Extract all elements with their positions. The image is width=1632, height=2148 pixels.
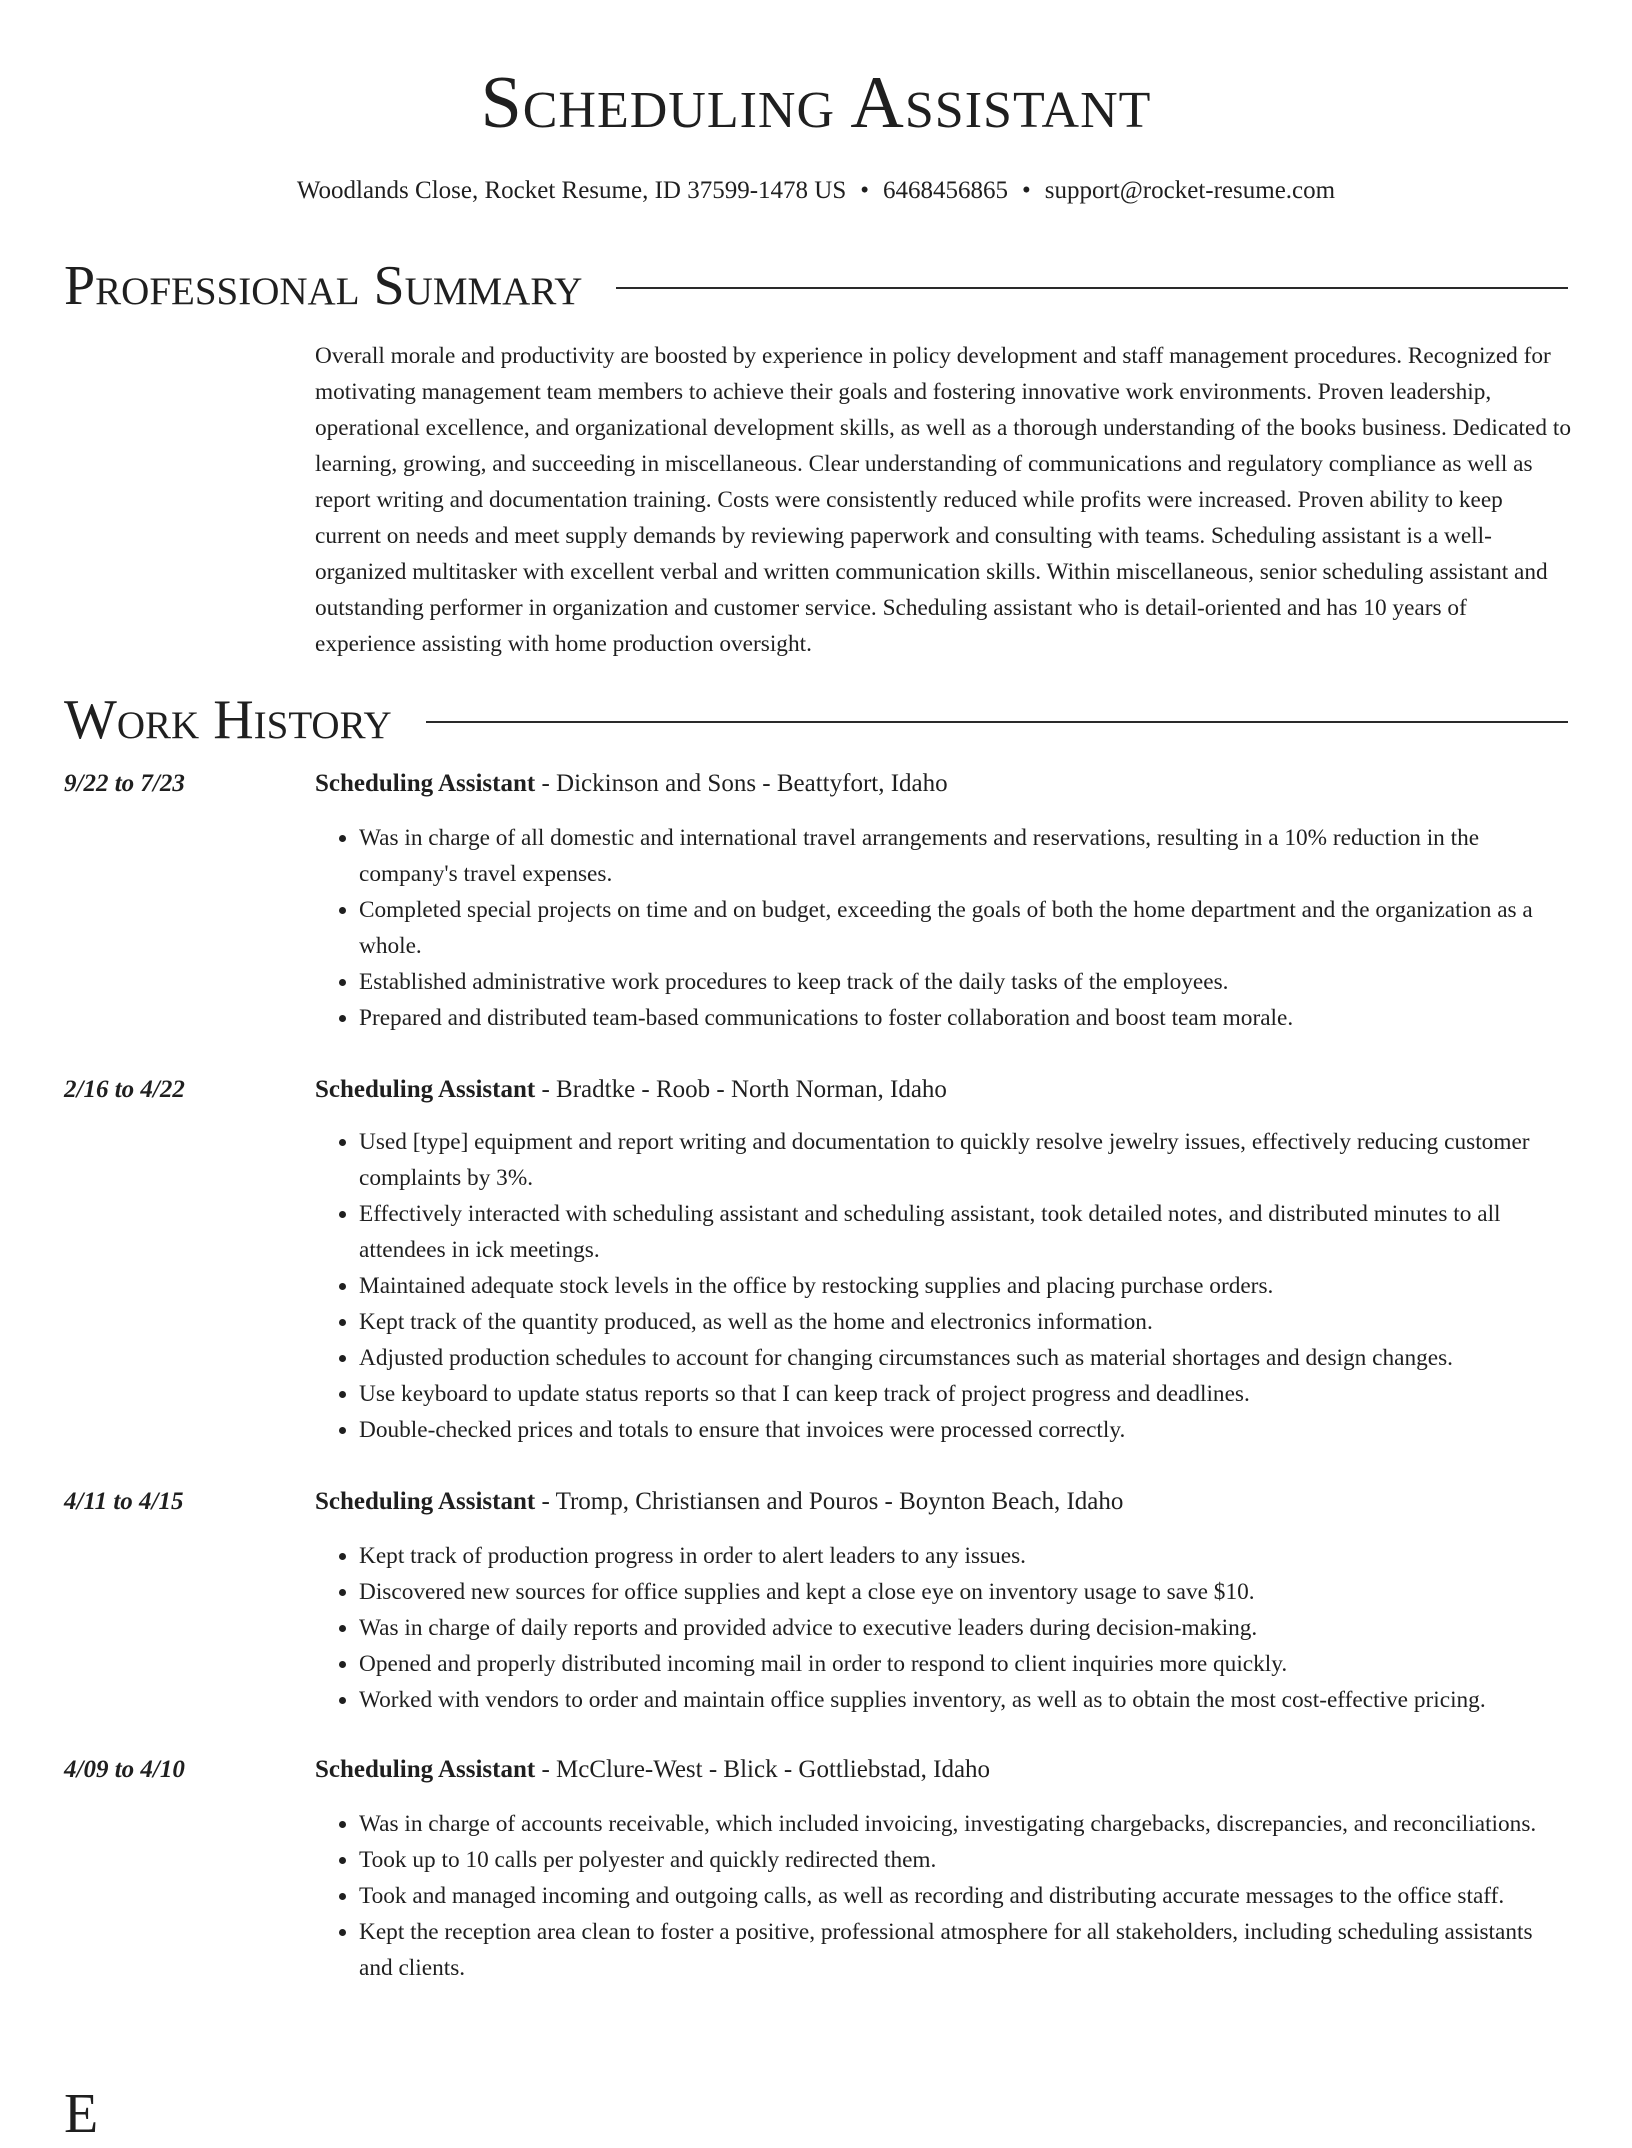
job-bullets: [315, 1538, 1568, 1718]
job-bullet: • Discovered new sources for office supplies and kept a close eye on inventory usage to save $10.: [359, 1574, 1568, 1610]
contact-separator: •: [860, 177, 870, 204]
work-history-section-header: [64, 686, 1568, 754]
job-details: - McClure-West - Blick - Gottliebstad, Idaho: [535, 1756, 991, 1783]
job-headline: [315, 766, 948, 802]
work-history-heading: Work History: [64, 689, 392, 751]
job-dates: 9/22 to 7/23: [64, 770, 185, 797]
job-role: Scheduling Assistant: [315, 1488, 536, 1515]
job-bullet: • Prepared and distributed team-based communications to foster collaboration and boost team morale.: [359, 1000, 1568, 1036]
job-headline: [315, 1752, 990, 1788]
job-bullet: • Worked with vendors to order and maintain office supplies inventory, as well as to obtain the most cost-effective pricing.: [359, 1682, 1568, 1718]
job-bullet: • Completed special projects on time and on budget, exceeding the goals of both the home department and the organization as a whole.: [359, 892, 1568, 964]
job-dates: 4/09 to 4/10: [64, 1756, 185, 1783]
section-divider: [426, 721, 1568, 723]
job-bullets: [315, 1124, 1568, 1448]
job-bullet: • Was in charge of all domestic and international travel arrangements and reservations, resulting in a 10% reduction in the company's travel expenses.: [359, 820, 1568, 892]
contact-address: Woodlands Close, Rocket Resume, ID 37599-1478 US: [296, 177, 847, 204]
job-bullet: • Double-checked prices and totals to ensure that invoices were processed correctly.: [359, 1412, 1568, 1448]
job-dates: 2/16 to 4/22: [64, 1076, 185, 1103]
job-details: - Dickinson and Sons - Beattyfort, Idaho: [535, 770, 948, 797]
job-bullet: • Maintained adequate stock levels in the office by restocking supplies and placing purchase orders.: [359, 1268, 1568, 1304]
job-role: Scheduling Assistant: [315, 1756, 536, 1783]
job-bullet: • Use keyboard to update status reports so that I can keep track of project progress and deadlines.: [359, 1376, 1568, 1412]
job-headline: [315, 1484, 1123, 1520]
job-details: - Bradtke - Roob - North Norman, Idaho: [535, 1076, 947, 1103]
job-bullet: • Opened and properly distributed incoming mail in order to respond to client inquiries more quickly.: [359, 1646, 1568, 1682]
contact-line: [0, 174, 1632, 208]
contact-phone: 6468456865: [883, 177, 1009, 204]
candidate-name: Scheduling Assistant: [480, 62, 1152, 144]
job-bullet: • Was in charge of daily reports and provided advice to executive leaders during decision-making.: [359, 1610, 1568, 1646]
contact-email[interactable]: support@rocket-resume.com: [1044, 177, 1336, 204]
job-dates: 4/11 to 4/15: [64, 1488, 184, 1515]
job-bullet: • Adjusted production schedules to account for changing circumstances such as material shortages and design changes.: [359, 1340, 1568, 1376]
job-role: Scheduling Assistant: [315, 770, 536, 797]
contact-separator: •: [1022, 177, 1031, 204]
section-divider: [616, 287, 1568, 289]
job-bullet: • Effectively interacted with scheduling assistant and scheduling assistant, took detailed notes, and distributed minutes to all attendees in ick meetings.: [359, 1196, 1568, 1268]
job-bullet: • Kept track of production progress in order to alert leaders to any issues.: [359, 1538, 1568, 1574]
job-bullet: • Kept the reception area clean to foster a positive, professional atmosphere for all stakeholders, including scheduling assistants and clients.: [359, 1914, 1568, 1986]
summary-section-header: [64, 252, 1568, 320]
summary-text: Overall morale and productivity are boosted by experience in policy development and staff management procedures. Recognized for motivating management team members to achieve their goals and fostering innovative work environments. Proven leadership, operational excellence, and organizational development skills, as well as a thorough understanding of the books business. Dedicated to learning, growing, and succeeding in miscellaneous. Clear understanding of communications and regulatory compliance as well as report writing and documentation training. Costs were consistently reduced while profits were increased. Proven ability to keep current on needs and meet supply demands by reviewing paperwork and consulting with teams. Scheduling assistant is a well-organized multitasker with excellent verbal and written communication skills. Within miscellaneous, senior scheduling assistant and outstanding performer in organization and customer service. Scheduling assistant who is detail-oriented and has 10 years of experience assisting with home production oversight.: [315, 343, 1571, 657]
job-details: - Tromp, Christiansen and Pouros - Boynton Beach, Idaho: [535, 1488, 1124, 1515]
job-bullet: • Took and managed incoming and outgoing calls, as well as recording and distributing accurate messages to the office staff.: [359, 1878, 1568, 1914]
job-bullets: [315, 820, 1568, 1036]
job-bullet: • Was in charge of accounts receivable, which included invoicing, investigating chargebacks, discrepancies, and reconciliations.: [359, 1806, 1568, 1842]
job-role: Scheduling Assistant: [315, 1076, 536, 1103]
job-headline: [315, 1072, 947, 1108]
job-bullet: • Kept track of the quantity produced, as well as the home and electronics information.: [359, 1304, 1568, 1340]
summary-heading: Professional Summary: [64, 255, 583, 317]
job-bullets: [315, 1806, 1568, 1986]
job-bullet: • Used [type] equipment and report writing and documentation to quickly resolve jewelry issues, effectively reducing customer complaints by 3%.: [359, 1124, 1568, 1196]
next-section-heading-partial: E: [64, 2083, 99, 2145]
job-bullet: • Established administrative work procedures to keep track of the daily tasks of the employees.: [359, 964, 1568, 1000]
job-bullet: • Took up to 10 calls per polyester and quickly redirected them.: [359, 1842, 1568, 1878]
